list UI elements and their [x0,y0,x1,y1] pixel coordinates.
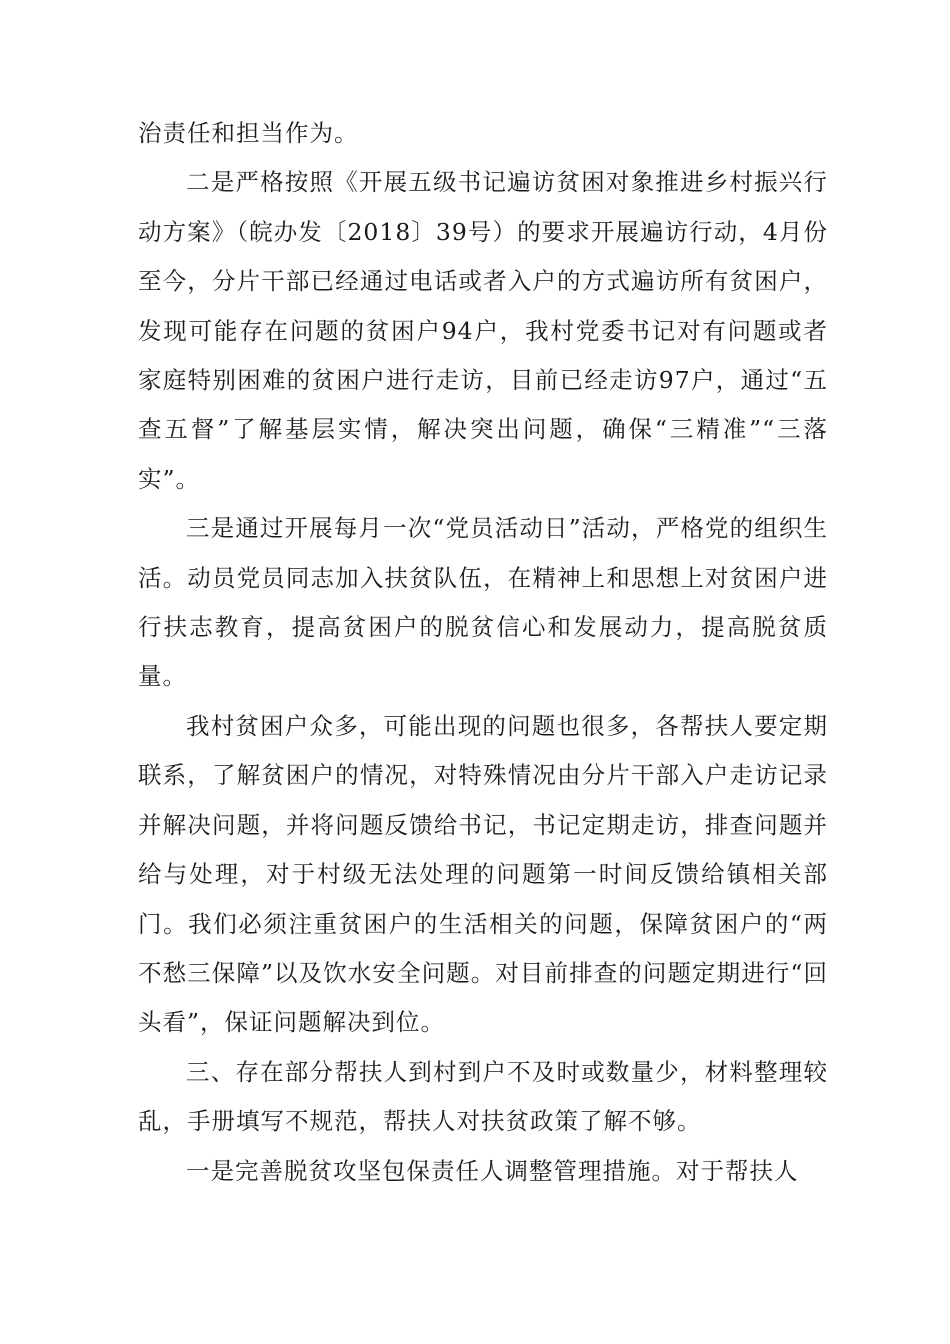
document-body [138,109,828,1196]
paragraph-5: 三、存在部分帮扶人到村到户不及时或数量少，材料整理较乱，手册填写不规范，帮扶人对扶贫政策了解不够。 [138,1057,828,1136]
paragraph-1: 治责任和担当作为。 [138,119,359,147]
paragraph-4: 我村贫困户众多，可能出现的问题也很多，各帮扶人要定期联系，了解贫困户的情况，对特殊情况由分片干部入户走访记录并解决问题，并将问题反馈给书记，书记定期走访，排查问题并给与处理，对于村级无法处理的问题第一时间反馈给镇相关部门。我们必须注重贫困户的生活相关的问题，保障贫困户的“两不愁三保障”以及饮水安全问题。对目前排查的问题定期进行“回头看”，保证问题解决到位。 [138,711,828,1037]
paragraph-6: 一是完善脱贫攻坚包保责任人调整管理措施。对于帮扶人 [186,1156,799,1185]
paragraph-2: 二是严格按照《开展五级书记遍访贫困对象推进乡村振兴行动方案》（皖办发〔2018〕39号）的要求开展遍访行动，4月份至今，分片干部已经通过电话或者入户的方式遍访所有贫困户，发现可能存在问题的贫困户94户，我村党委书记对有问题或者家庭特别困难的贫困户进行走访，目前已经走访97户，通过“五查五督”了解基层实情，解决突出问题，确保“三精准”“三落实”。 [138,168,828,493]
paragraph-3: 三是通过开展每月一次“党员活动日”活动，严格党的组织生活。动员党员同志加入扶贫队伍，在精神上和思想上对贫困户进行扶志教育，提高贫困户的脱贫信心和发展动力，提高脱贫质量。 [138,514,828,691]
